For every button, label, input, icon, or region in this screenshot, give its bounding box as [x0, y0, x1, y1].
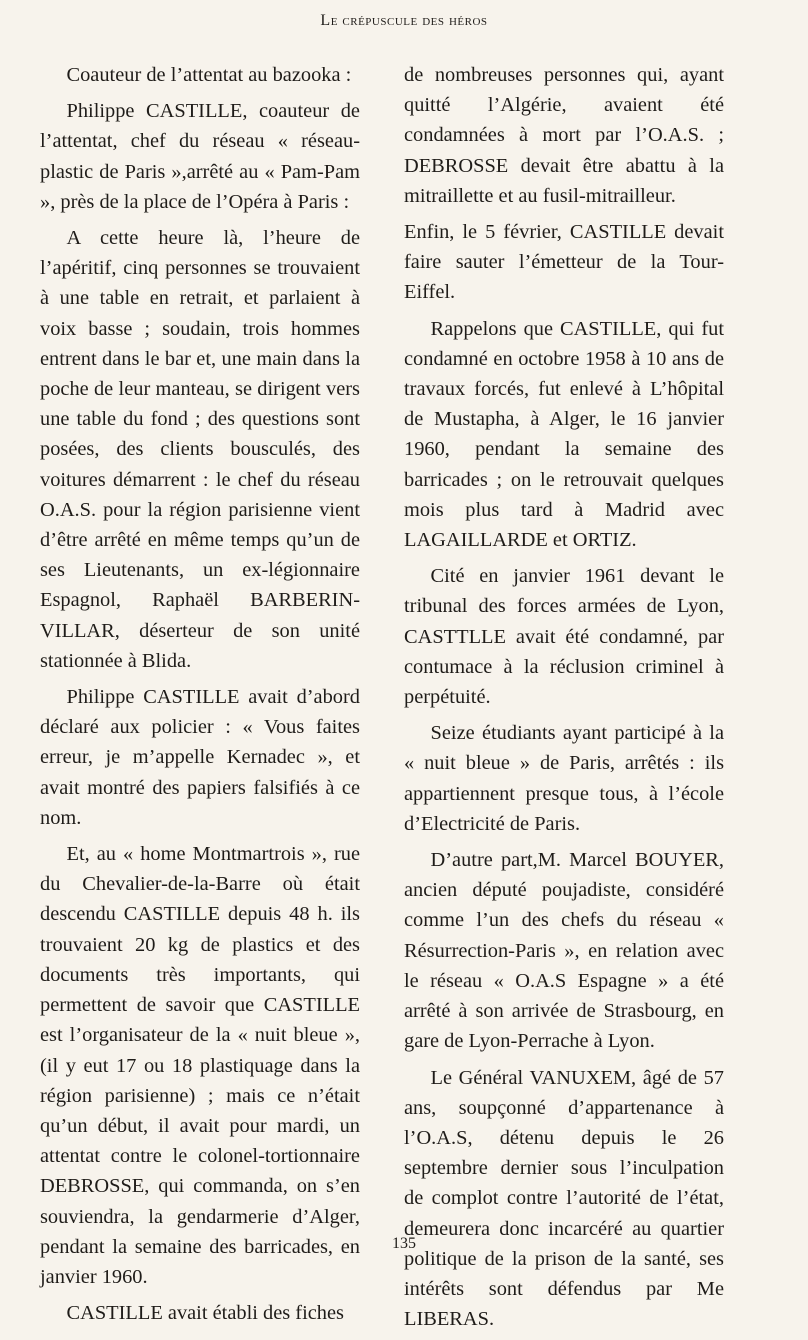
paragraph: Cité en janvier 1961 devant le tribunal des forces armées de Lyon, CASTTLLE avait été condamné, par contumace à la réclusion criminel à perpétuité. — [404, 565, 724, 709]
paragraph: A cette heure là, l’heure de l’apéritif, cinq personnes se trouvaient à une table en retrait, et parlaient à voix basse ; soudain, trois hommes entrent dans le bar et, une main dans la poche de leur manteau, se dirigent vers une table du fond ; des questions sont posées, des clients bousculés, des voitures démarrent : le chef du réseau O.A.S. pour la région parisienne vient d’être arrêté en même temps qu’un de ses Lieutenants, un ex-légionnaire Espagnol, Raphaël BARBERIN-VILLAR, déserteur de son unité stationnée à Blida. — [40, 227, 360, 672]
paragraph: D’autre part,M. Marcel BOUYER, ancien député poujadiste, considéré comme l’un des chefs du réseau « Résurrection-Paris », en relation avec le réseau « O.A.S Espagne » a été arrêté à son arrivée de Strasbourg, en gare de Lyon-Perrache à Lyon. — [404, 849, 724, 1053]
paragraph: Philippe CASTILLE avait d’abord déclaré aux policier : « Vous faites erreur, je m’appelle Kernadec », et avait montré des papiers falsifiés à ce nom. — [40, 686, 360, 829]
paragraph: Et, au « home Montmartrois », rue du Chevalier-de-la-Barre où était descendu CASTILLE depuis 48 h. ils trouvaient 20 kg de plastics et des documents très importants, qui permettent de savoir que CASTILLE est l’organisateur de la « nuit bleue », (il y eut 17 ou 18 plastiquage dans la région parisienne) ; mais ce n’était qu’un début, il avait pour mardi, un attentat contre le colonel-tortionnaire DEBROSSE, qui commanda, on s’en souviendra, la gendarmerie d’Alger, pendant la semaine des barricades, en janvier 1960. — [40, 843, 360, 1288]
paragraph: Coauteur de l’attentat au bazooka : — [66, 64, 352, 86]
paragraph: Rappelons que CASTILLE, qui fut condamné en octobre 1958 à 10 ans de travaux forcés, fut enlevé à L’hôpital de Mustapha, à Alger, le 16 janvier 1960, pendant la semaine des barricades ; on le retrouvait quelques mois plus tard à Madrid avec LAGAILLARDE et ORTIZ. — [404, 317, 724, 552]
paragraph: CASTILLE avait établi des fiches — [66, 1302, 344, 1325]
paragraph: Seize étudiants ayant participé à la « nuit bleue » de Paris, arrêtés : ils appartiennent presque tous, à l’école d’Electricité de Paris. — [404, 722, 724, 835]
right-column — [404, 60, 724, 1340]
left-column — [40, 60, 360, 1334]
page-number: 135 — [392, 1235, 416, 1252]
paragraph: Le Général VANUXEM, âgé de 57 ans, soupçonné d’appartenance à l’O.A.S, détenu depuis le 26 septembre dernier sous l’inculpation de complot contre l’autorité de l’état, demeurera donc incarcéré au quartier politique de la prison de la santé, ses intérêts sont défendus par Me LIBERAS. — [404, 1066, 724, 1331]
paragraph: de nombreuses personnes qui, ayant quitté l’Algérie, avaient été condamnées à mort par l’O.A.S. ; DEBROSSE devait être abattu à la mitraillette et au fusil-mitrailleur. — [404, 64, 724, 207]
paragraph: Philippe CASTILLE, coauteur de l’attentat, chef du réseau « réseau-plastic de Paris »,arrêté au « Pam-Pam », près de la place de l’Opéra à Paris : — [40, 100, 360, 213]
running-head: Le crépuscule des héros — [320, 12, 488, 29]
paragraph: Enfin, le 5 février, CASTILLE devait faire sauter l’émetteur de la Tour-Eiffel. — [404, 221, 724, 304]
